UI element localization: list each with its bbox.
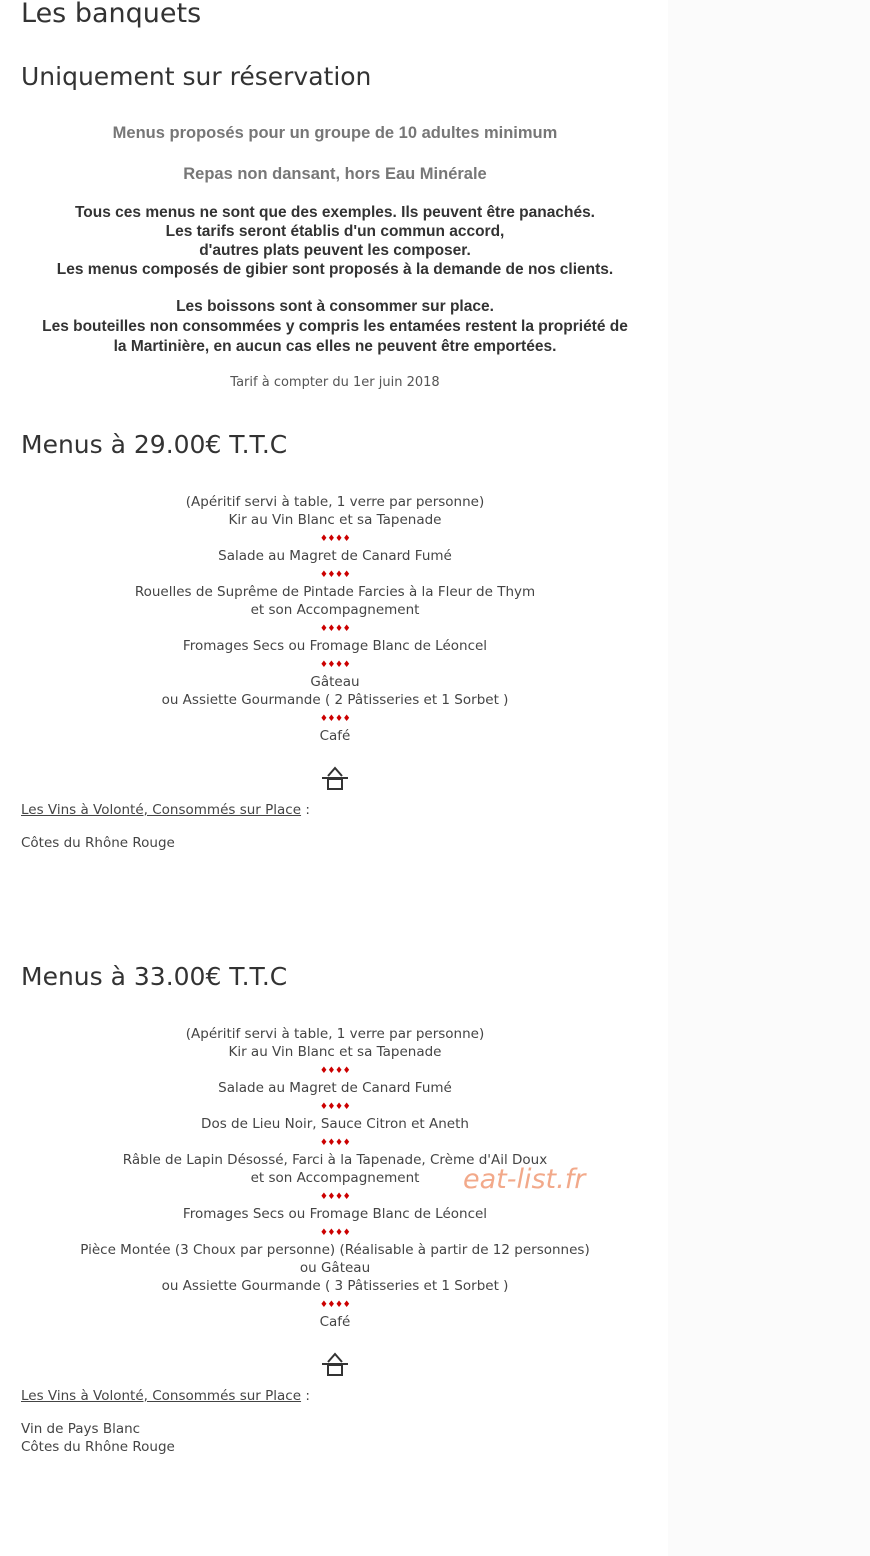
info-line: Les tarifs seront établis d'un commun accord, [165, 223, 505, 240]
info-line: Tous ces menus ne sont que des exemples. Ils peuvent être panachés. [74, 204, 595, 221]
menu-course-line: (Apéritif servi à table, 1 verre par personne) [185, 1026, 485, 1042]
menu-course-line: Café [319, 1314, 351, 1330]
menu-course-line: (Apéritif servi à table, 1 verre par personne) [185, 494, 485, 510]
wine-item: Côtes du Rhône Rouge [21, 1439, 175, 1455]
wine-link[interactable]: Les Vins à Volonté, Consommés sur Place [21, 802, 302, 818]
menu-course-line: Fromages Secs ou Fromage Blanc de Léoncel [182, 638, 488, 654]
diamond-separator: ♦♦♦♦ [319, 1102, 351, 1112]
diamond-separator: ♦♦♦♦ [319, 534, 351, 544]
menu-course-line: Pièce Montée (3 Choux par personne) (Réalisable à partir de 12 personnes) [80, 1242, 590, 1258]
menu-course-line: Kir au Vin Blanc et sa Tapenade [228, 1044, 442, 1060]
menu-course-line: ou Gâteau [299, 1260, 371, 1276]
diamond-separator: ♦♦♦♦ [319, 1066, 351, 1076]
home-icon[interactable] [320, 764, 350, 790]
wine-item: Côtes du Rhône Rouge [21, 835, 175, 851]
diamond-separator: ♦♦♦♦ [319, 1228, 351, 1238]
diamond-separator: ♦♦♦♦ [319, 1192, 351, 1202]
wine-colon: : [301, 802, 310, 818]
diamond-separator: ♦♦♦♦ [319, 714, 351, 724]
diamond-separator: ♦♦♦♦ [319, 660, 351, 670]
menu-course-line: Rouelles de Suprême de Pintade Farcies à la Fleur de Thym [134, 584, 536, 600]
info-line: Les bouteilles non consommées y compris les entamées restent la propriété de [42, 318, 628, 335]
diamond-separator: ♦♦♦♦ [319, 1300, 351, 1310]
diamond-separator: ♦♦♦♦ [319, 624, 351, 634]
menu-course-line: Dos de Lieu Noir, Sauce Citron et Aneth [201, 1116, 469, 1132]
info-line: d'autres plats peuvent les composer. [199, 242, 471, 259]
menu-course-line: Kir au Vin Blanc et sa Tapenade [228, 512, 442, 528]
page-subtitle: Uniquement sur réservation [21, 62, 372, 91]
menu-course-line: ou Assiette Gourmande ( 3 Pâtisseries et 1 Sorbet ) [161, 1278, 509, 1294]
menu-title-29: Menus à 29.00€ T.T.C [21, 430, 288, 459]
menu-title-33: Menus à 33.00€ T.T.C [21, 962, 288, 991]
menu-course-line: Salade au Magret de Canard Fumé [218, 1080, 452, 1096]
wine-link[interactable]: Les Vins à Volonté, Consommés sur Place [21, 1388, 302, 1404]
menu-course-line: et son Accompagnement [250, 602, 420, 618]
tarif-date: Tarif à compter du 1er juin 2018 [230, 375, 440, 390]
menu-course-line: Salade au Magret de Canard Fumé [218, 548, 452, 564]
info-line: la Martinière, en aucun cas elles ne peuvent être emportées. [113, 338, 557, 355]
wine-item: Vin de Pays Blanc [21, 1421, 141, 1437]
menu-course-line: Râble de Lapin Désossé, Farci à la Tapenade, Crème d'Ail Doux [122, 1152, 548, 1168]
watermark: eat-list.fr [463, 1164, 586, 1195]
diamond-separator: ♦♦♦♦ [319, 1138, 351, 1148]
wine-heading [21, 799, 310, 818]
diamond-separator: ♦♦♦♦ [319, 570, 351, 580]
menu-course-line: Café [319, 728, 351, 744]
wine-colon: : [301, 1388, 310, 1404]
info-line: Les menus composés de gibier sont proposés à la demande de nos clients. [56, 261, 614, 278]
menu-course-line: Fromages Secs ou Fromage Blanc de Léoncel [182, 1206, 488, 1222]
info-group-size: Menus proposés pour un groupe de 10 adultes minimum [112, 124, 558, 142]
info-line: Les boissons sont à consommer sur place. [176, 298, 494, 315]
home-icon[interactable] [320, 1350, 350, 1376]
menu-course-line: et son Accompagnement [250, 1170, 420, 1186]
menu-course-line: Gâteau [310, 674, 360, 690]
page-title: Les banquets [21, 0, 202, 29]
wine-heading [21, 1385, 310, 1404]
menu-course-line: ou Assiette Gourmande ( 2 Pâtisseries et 1 Sorbet ) [161, 692, 509, 708]
info-no-dance: Repas non dansant, hors Eau Minérale [183, 165, 487, 183]
right-empty-panel [668, 0, 870, 1556]
